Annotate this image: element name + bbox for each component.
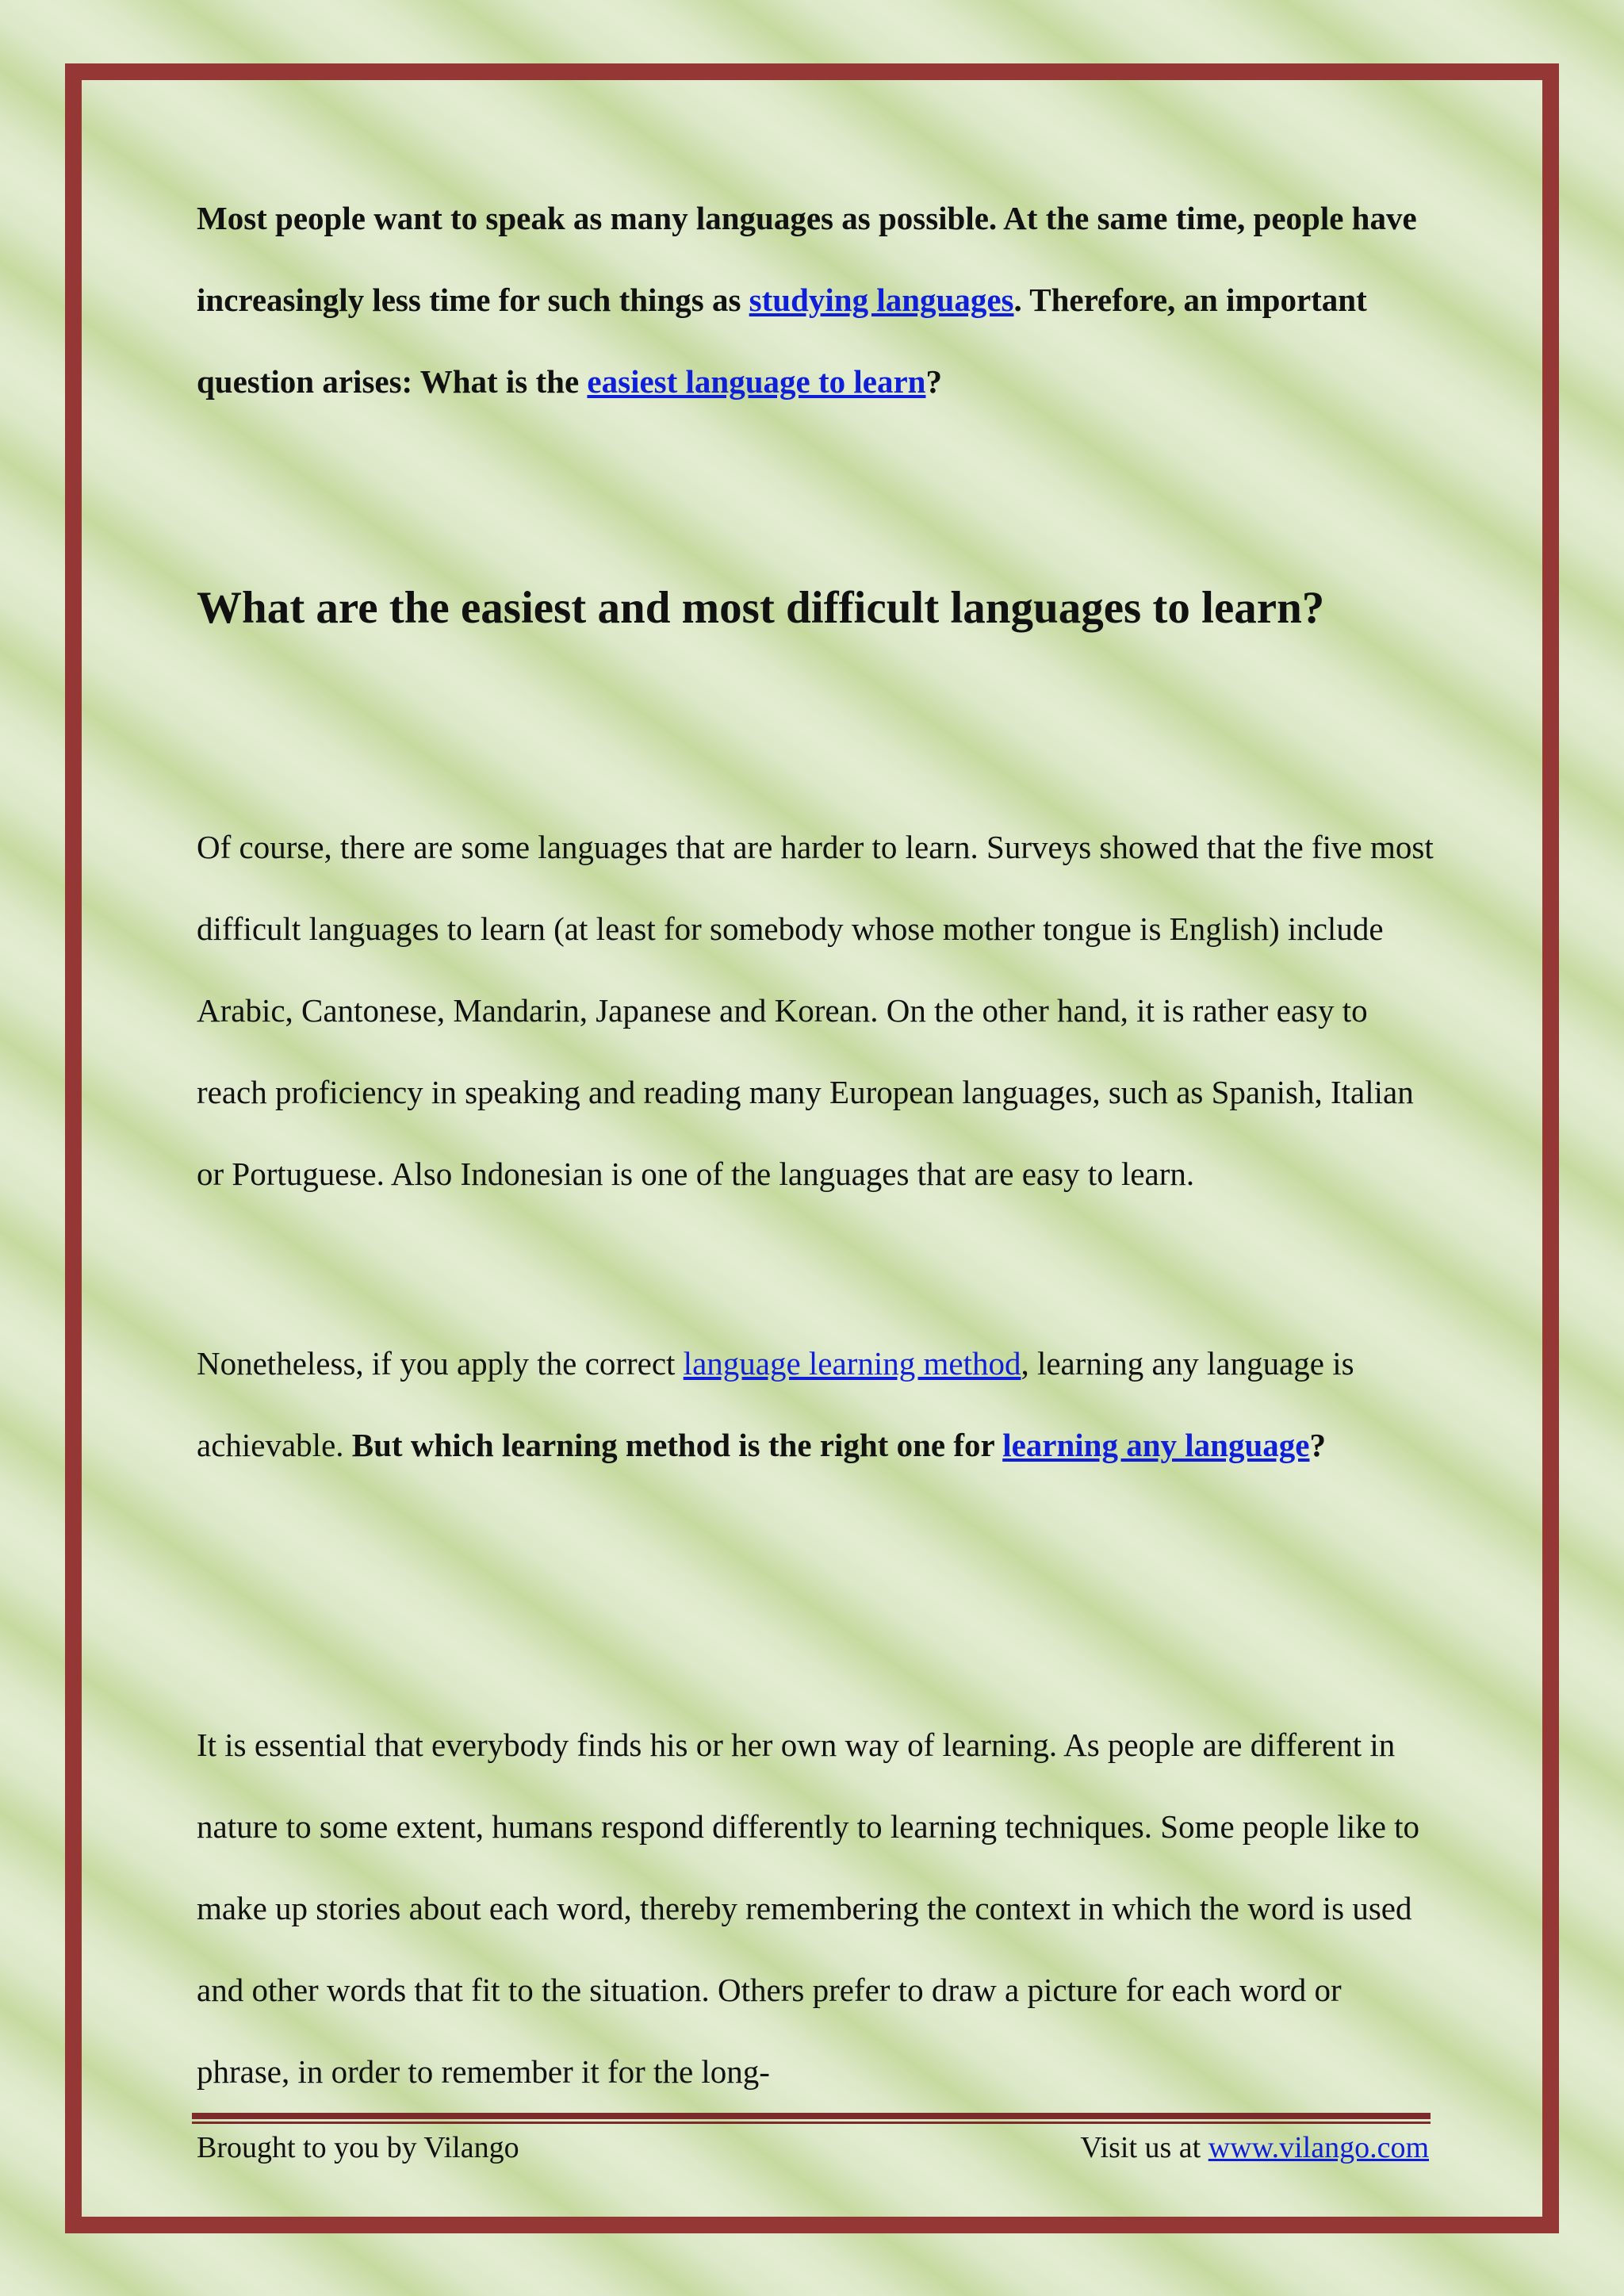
footer-divider (192, 2113, 1431, 2124)
footer-divider-thin (192, 2122, 1431, 2124)
vilango-website-link[interactable]: www.vilango.com (1208, 2131, 1429, 2164)
p2-text-1: Nonetheless, if you apply the correct (197, 1345, 684, 1382)
footer-credit: Brought to you by Vilango (197, 2131, 519, 2164)
paragraph-learning-method (197, 1323, 1434, 1486)
paragraph-own-way: It is essential that everybody finds his or her own way of learning. As people are different in nature to some extent, humans respond differently to learning techniques. Some people like to make up stories about each word, thereby remembering the context in which the word is used and other words that fit to the situation. Others prefer to draw a picture for each word or phrase, in order to remember it for the long- (197, 1727, 1420, 2090)
paragraph-difficult-languages: Of course, there are some languages that are harder to learn. Surveys showed that the five most difficult languages to learn (at least for somebody whose mother tongue is English) include Arabic, Cantonese, Mandarin, Japanese and Korean. On the other hand, it is rather easy to reach proficiency in speaking and reading many European languages, such as Spanish, Italian or Portuguese. Also Indonesian is one of the languages that are easy to learn. (197, 829, 1434, 1192)
intro-text-2: . Therefore, an important question arises: What is the (197, 282, 1367, 400)
studying-languages-link[interactable]: studying languages (749, 282, 1014, 318)
intro-text-1: Most people want to speak as many languages as possible. At the same time, people have increasingly less time for such things as (197, 200, 1417, 318)
language-learning-method-link[interactable]: language learning method (683, 1345, 1021, 1382)
intro-text-3: ? (925, 363, 942, 400)
footer-divider-thick (192, 2113, 1431, 2119)
learning-any-language-link[interactable]: learning any language (1002, 1427, 1310, 1463)
easiest-language-link[interactable]: easiest language to learn (587, 363, 926, 400)
p2-text-2: , learning any language is achievable. (197, 1345, 1354, 1463)
page-footer (197, 2127, 1429, 2168)
p2-bold-text: But which learning method is the right one for (351, 1427, 1003, 1463)
p2-bold-question (352, 1427, 1326, 1463)
footer-visit (1080, 2127, 1429, 2168)
footer-visit-prefix: Visit us at (1080, 2131, 1208, 2164)
section-heading: What are the easiest and most difficult languages to learn? (197, 583, 1325, 633)
p2-bold-end: ? (1309, 1427, 1326, 1463)
intro-paragraph (197, 178, 1434, 423)
